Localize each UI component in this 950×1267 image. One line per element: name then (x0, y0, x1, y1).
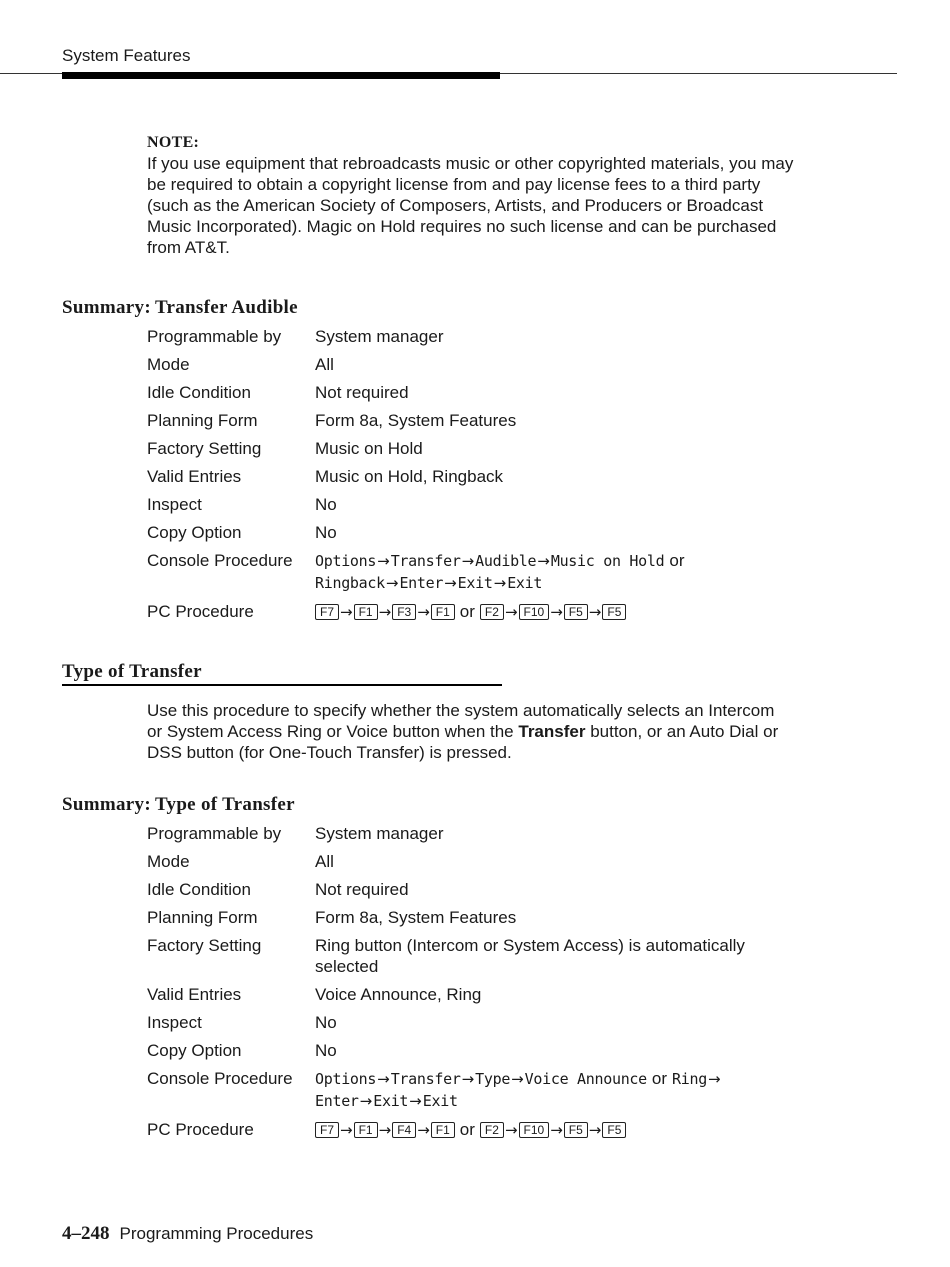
function-key: F2 (480, 1122, 504, 1138)
or-text: or (459, 1120, 475, 1139)
footer-section: Programming Procedures (119, 1224, 314, 1243)
arrow-icon: → (340, 603, 353, 621)
console-step: Ring (672, 1070, 707, 1088)
row-value: Form 8a, System Features (315, 411, 517, 430)
row-value: System manager (315, 824, 444, 843)
function-key: F7 (315, 604, 339, 620)
row-value: Music on Hold, Ringback (315, 467, 504, 486)
arrow-icon: → (511, 1070, 524, 1088)
row-label: Programmable by (147, 824, 282, 843)
row-label: Valid Entries (147, 467, 242, 486)
row-label: Factory Setting (147, 439, 262, 458)
header-bar (62, 72, 500, 79)
row-label: Planning Form (147, 908, 258, 927)
summary-row (147, 438, 807, 459)
summary-prefix: Summary: (62, 794, 151, 815)
note-text: If you use equipment that rebroadcasts music or other copyrighted materials, you may be required to obtain a copyright license from and pay license fees to a third party (such as the American Society of Composers, Artists, and Producers or Broadcast Music Incorporated). Magic on Hold requires no such license and can be purchased from AT&T. (147, 154, 794, 257)
or-text: or (459, 602, 475, 621)
console-step: Options (315, 1070, 377, 1088)
summary-row (147, 410, 807, 431)
arrow-icon: → (550, 1121, 563, 1139)
row-value: Form 8a, System Features (315, 908, 517, 927)
pc-procedure-row (147, 1119, 807, 1141)
arrow-icon: → (504, 603, 518, 621)
pc-procedure-value (315, 1119, 807, 1141)
row-value: Music on Hold (315, 439, 423, 458)
arrow-icon: → (707, 1070, 721, 1088)
function-key: F3 (392, 604, 416, 620)
arrow-icon: → (377, 552, 390, 570)
row-label: Mode (147, 852, 190, 871)
console-step: Exit (373, 1092, 409, 1110)
intro-bold: Transfer (518, 722, 586, 741)
row-value: Ring button (Intercom or System Access) is automatically selected (315, 936, 745, 976)
summary-row (147, 935, 807, 977)
summary-title: Transfer Audible (154, 297, 298, 318)
arrow-icon: → (588, 603, 602, 621)
intro-text: Use this procedure to specify whether the system automatically selects an Intercom or System Access Ring or Voice button when the (147, 701, 775, 741)
row-label: Planning Form (147, 411, 258, 430)
function-key: F7 (315, 1122, 339, 1138)
section-heading: Type of Transfer (62, 661, 202, 682)
row-label: Idle Condition (147, 383, 251, 402)
console-procedure-value (315, 550, 807, 594)
row-value: All (315, 355, 334, 374)
row-label: Copy Option (147, 1041, 242, 1060)
console-procedure-row (147, 1068, 807, 1112)
console-step: Transfer (390, 552, 461, 570)
summary-row (147, 466, 807, 487)
function-key: F2 (480, 604, 504, 620)
row-value: Not required (315, 383, 409, 402)
row-label: Idle Condition (147, 880, 251, 899)
arrow-icon: → (588, 1121, 602, 1139)
row-value: No (315, 1013, 337, 1032)
summary-row (147, 1012, 807, 1033)
row-value: System manager (315, 327, 444, 346)
console-step: Music on Hold (550, 552, 665, 570)
row-value: No (315, 523, 337, 542)
pc-procedure-row (147, 601, 807, 623)
summary-title: Type of Transfer (154, 794, 295, 815)
summary-row (147, 354, 807, 375)
function-key: F1 (431, 604, 455, 620)
row-value: Not required (315, 880, 409, 899)
pc-procedure-value (315, 601, 807, 623)
arrow-icon: → (417, 603, 430, 621)
console-step: Enter (315, 1092, 359, 1110)
summary-audible-table (147, 326, 807, 630)
or-text: or (651, 1069, 668, 1088)
arrow-icon: → (340, 1121, 353, 1139)
summary-row (147, 823, 807, 844)
summary-row (147, 494, 807, 515)
function-key: F1 (431, 1122, 455, 1138)
function-key: F1 (354, 604, 378, 620)
arrow-icon: → (537, 552, 550, 570)
arrow-icon: → (409, 1092, 422, 1110)
summary-type-table (147, 823, 807, 1148)
arrow-icon: → (378, 1121, 392, 1139)
function-key: F5 (564, 1122, 588, 1138)
note-block (147, 133, 797, 258)
summary-row (147, 1040, 807, 1061)
arrow-icon: → (504, 1121, 518, 1139)
summary-row (147, 879, 807, 900)
row-value: No (315, 495, 337, 514)
summary-prefix: Summary: (62, 297, 151, 318)
arrow-icon: → (385, 574, 399, 592)
arrow-icon: → (378, 603, 392, 621)
row-label: PC Procedure (147, 1120, 254, 1139)
function-key: F5 (602, 1122, 626, 1138)
row-label: Mode (147, 355, 190, 374)
console-step: Type (475, 1070, 511, 1088)
arrow-icon: → (377, 1070, 390, 1088)
console-step: Transfer (390, 1070, 461, 1088)
row-label: Inspect (147, 495, 202, 514)
function-key: F1 (354, 1122, 378, 1138)
summary-type-heading (62, 794, 295, 816)
row-value: Voice Announce, Ring (315, 985, 482, 1004)
summary-row (147, 382, 807, 403)
console-step: Enter (399, 574, 444, 592)
row-value: No (315, 1041, 337, 1060)
running-header: System Features (62, 46, 191, 65)
row-label: Inspect (147, 1013, 202, 1032)
console-step: Audible (475, 552, 537, 570)
page-number: 4–248 (62, 1223, 110, 1244)
summary-audible-heading (62, 297, 298, 319)
summary-row (147, 907, 807, 928)
function-key: F4 (392, 1122, 416, 1138)
arrow-icon: → (417, 1121, 430, 1139)
console-procedure-row (147, 550, 807, 594)
arrow-icon: → (550, 603, 563, 621)
console-step: Exit (507, 574, 543, 592)
arrow-icon: → (461, 1070, 475, 1088)
row-value: All (315, 852, 334, 871)
row-label: Factory Setting (147, 936, 262, 955)
row-label: Console Procedure (147, 1069, 293, 1088)
summary-row (147, 522, 807, 543)
arrow-icon: → (493, 574, 507, 592)
console-step: Ringback (315, 574, 385, 592)
function-key: F5 (564, 604, 588, 620)
console-step: Exit (457, 574, 493, 592)
row-label: Copy Option (147, 523, 242, 542)
arrow-icon: → (461, 552, 475, 570)
function-key: F10 (519, 1122, 550, 1138)
row-label: Valid Entries (147, 985, 242, 1004)
row-label: Console Procedure (147, 551, 293, 570)
section-rule (62, 684, 502, 686)
page-footer (62, 1223, 313, 1245)
row-label: Programmable by (147, 327, 282, 346)
section-intro (147, 700, 787, 763)
function-key: F5 (602, 604, 626, 620)
console-step: Exit (422, 1092, 458, 1110)
summary-row (147, 851, 807, 872)
summary-row (147, 326, 807, 347)
row-label: PC Procedure (147, 602, 254, 621)
summary-row (147, 984, 807, 1005)
function-key: F10 (519, 604, 550, 620)
intro-text-end: button, or an Auto Dial or DSS button (for One-Touch Transfer) is pressed. (147, 722, 779, 762)
note-label: NOTE: (147, 134, 200, 151)
or-text: or (669, 551, 685, 570)
console-step: Options (315, 552, 377, 570)
arrow-icon: → (359, 1092, 373, 1110)
console-step: Voice Announce (524, 1070, 647, 1088)
console-procedure-value (315, 1068, 807, 1112)
arrow-icon: → (444, 574, 457, 592)
